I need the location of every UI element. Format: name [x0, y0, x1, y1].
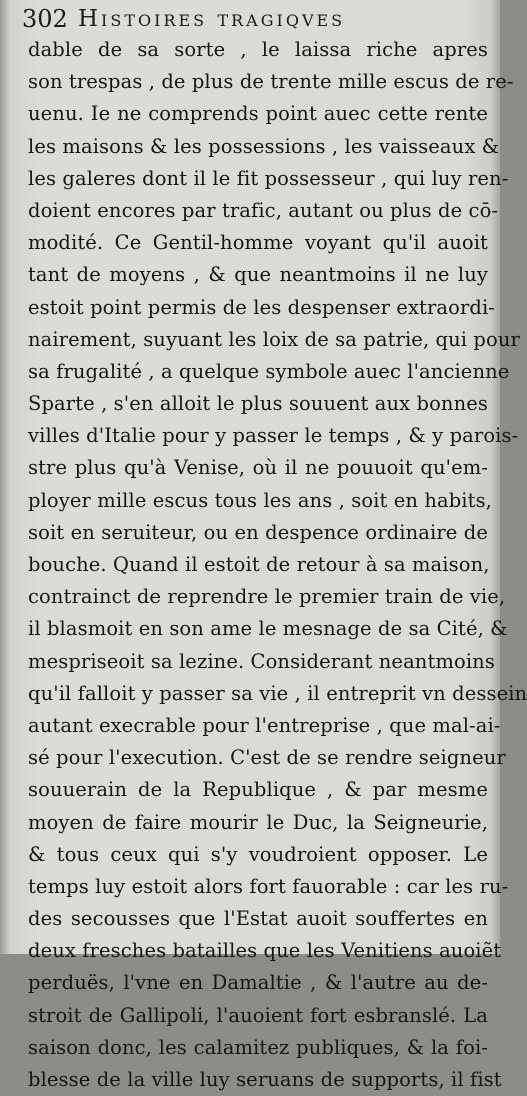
body-text — [28, 34, 527, 1096]
text-line: il blasmoit en son ame le mesnage de sa Cité, & — [28, 617, 508, 641]
text-line: villes d'Italie pour y passer le temps , & y parois- — [28, 424, 519, 448]
text-line: moyen de faire mourir le Duc, la Seigneurie, — [28, 810, 488, 834]
text-line: blesse de la ville luy seruans de supports, il fist — [28, 1068, 502, 1091]
text-line: sé pour l'execution. C'est de se rendre seigneur — [28, 746, 506, 770]
text-line: perduës, l'vne en Damaltie , & l'autre au de- — [28, 971, 488, 995]
text-line: Sparte , s'en alloit le plus souuent aux bonnes — [28, 392, 488, 416]
text-line: mespriseoit sa lezine. Considerant neantmoins — [28, 649, 495, 673]
text-line: modité. Ce Gentil-homme voyant qu'il auoit — [28, 231, 488, 255]
page-number: 302 — [22, 5, 68, 33]
text-line: temps luy estoit alors fort fauorable : car les ru- — [28, 874, 509, 898]
page-header — [22, 4, 492, 34]
text-line: nairement, suyuant les loix de sa patrie, qui pour — [28, 327, 520, 351]
text-line: ployer mille escus tous les ans , soit en habits, — [28, 488, 492, 512]
text-line: doient encores par trafic, autant ou plus de cō- — [28, 198, 499, 222]
text-line: les maisons & les possessions , les vaisseaux & — [28, 134, 500, 158]
text-line: bouche. Quand il estoit de retour à sa maison, — [28, 553, 490, 576]
text-line: contrainct de reprendre le premier train de vie, — [28, 585, 506, 609]
running-title: Histoires tragiqves — [78, 6, 346, 32]
text-line: tant de moyens , & que neantmoins il ne luy — [28, 263, 488, 287]
text-line: uenu. Ie ne comprends point auec cette rente — [28, 102, 488, 126]
text-line: dable de sa sorte , le laissa riche apres — [28, 38, 488, 61]
text-line: soit en seruiteur, ou en despence ordinaire de — [28, 520, 488, 544]
text-line: saison donc, les calamitez publiques, & la foi- — [28, 1035, 488, 1059]
text-line: souuerain de la Republique , & par mesme — [28, 778, 488, 802]
text-line: qu'il falloit y passer sa vie , il entreprit vn dessein — [28, 681, 527, 705]
text-line: autant execrable pour l'entreprise , que mal-ai- — [28, 713, 501, 737]
text-line: sa frugalité , a quelque symbole auec l'ancienne — [28, 359, 510, 383]
text-line: stroit de Gallipoli, l'auoient fort esbranslé. La — [28, 1003, 488, 1027]
text-line: son trespas , de plus de trente mille escus de re- — [28, 70, 514, 94]
text-line: deux fresches batailles que les Venitiens auoiẽt — [28, 939, 502, 963]
text-line: les galeres dont il le fit possesseur , qui luy ren- — [28, 166, 509, 190]
text-line: stre plus qu'à Venise, où il ne pouuoit qu'em- — [28, 456, 488, 480]
text-line: des secousses que l'Estat auoit souffertes en — [28, 907, 488, 931]
text-line: estoit point permis de les despenser extraordi- — [28, 295, 495, 319]
text-line: & tous ceux qui s'y voudroient opposer. Le — [28, 842, 488, 866]
